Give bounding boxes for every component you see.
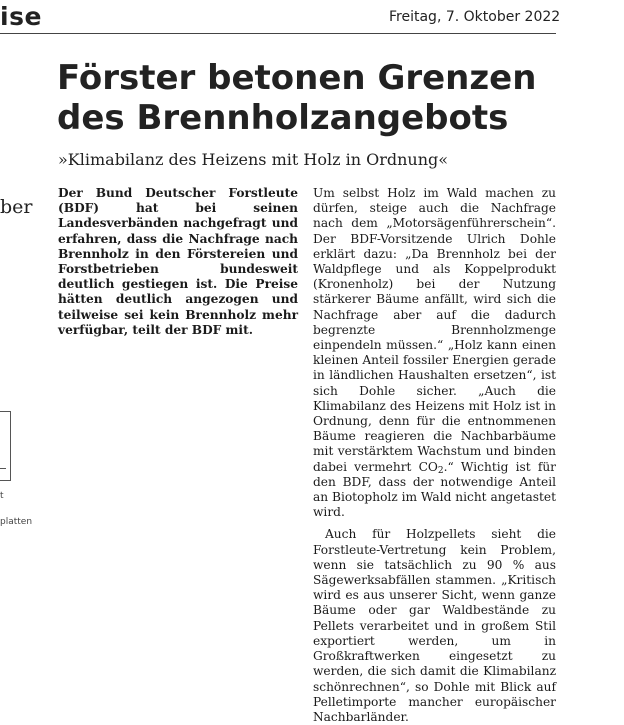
article-body-paragraph-2: Auch für Holzpellets sieht die Forstleute-Vertretung kein Problem, wenn sie tatsächlich zu 90 % aus Sägewerksabfällen stammen. „Kritisch wird es aus unserer Sicht, wenn ganze Bäume oder gar Waldbestände zu Pellets verarbeitet und in großem Stil exportiert werden, um in Großkraftwerken eingesetzt zu werden, die sich damit die Klimabilanz schönrechnen“, so Dohle mit Blick auf Pelletimporte mancher europäischer Nachbarländer. — [313, 527, 556, 724]
article-column-2 — [313, 186, 556, 725]
neighbor-caption-fragment-1: t — [0, 491, 4, 501]
neighbor-caption-fragment-2: platten — [0, 517, 33, 527]
headline-line-1: Förster betonen Grenzen — [57, 58, 537, 98]
article-subhead: »Klimabilanz des Heizens mit Holz in Ordnung« — [58, 150, 449, 169]
article-lead: Der Bund Deutscher Forstleute (BDF) hat bei seinen Landesverbänden nachgefragt und erfahren, dass die Nachfrage nach Brennholz in den Förstereien und Forstbetrieben bundesweit deutlich gestiegen ist. Die Preise hätten deutlich angezogen und teilweise sei kein Brennholz mehr verfügbar, teilt der BDF mit. — [58, 186, 298, 337]
body-text-1: Um selbst Holz im Wald machen zu dürfen, steige auch die Nachfrage nach dem „Motorsägenführerschein“. Der BDF-Vorsitzende Ulrich Dohle erklärt dazu: „Da Brennholz bei der Waldpflege und als Koppelprodukt (Kronenholz) bei der Nutzung stärkerer Bäume anfällt, wird sich die Nachfrage aber auf die dadurch begrenzte Brennholzmenge einpendeln müssen.“ „Holz kann einen kleinen Anteil fossiler Energien gerade in ländlichen Haushalten ersetzen“, ist sich Dohle sicher. „Auch die Klimabilanz des Heizens mit Holz ist in Ordnung, denn für die entnommenen Bäume reagieren die Nachbarbäume mit verstärktem Wachstum und binden dabei vermehrt CO — [313, 186, 556, 474]
co2-subscript: 2 — [437, 465, 444, 476]
neighbor-image-mark — [0, 468, 6, 469]
publication-date: Freitag, 7. Oktober 2022 — [389, 9, 561, 25]
header-rule — [0, 33, 556, 34]
body-text-1-end: .“ Wichtig ist für den BDF, dass der notwendige Anteil an Biotopholz im Wald nicht angetastet wird. — [313, 459, 557, 520]
section-title-fragment: ise — [0, 2, 42, 31]
article-body-continuation — [313, 186, 556, 520]
headline-line-2: des Brennholzangebots — [57, 98, 509, 138]
neighbor-article-fragment: ber — [0, 196, 33, 218]
article-column-1 — [58, 186, 298, 352]
neighbor-image-frame — [0, 411, 11, 481]
article-headline — [57, 58, 577, 138]
